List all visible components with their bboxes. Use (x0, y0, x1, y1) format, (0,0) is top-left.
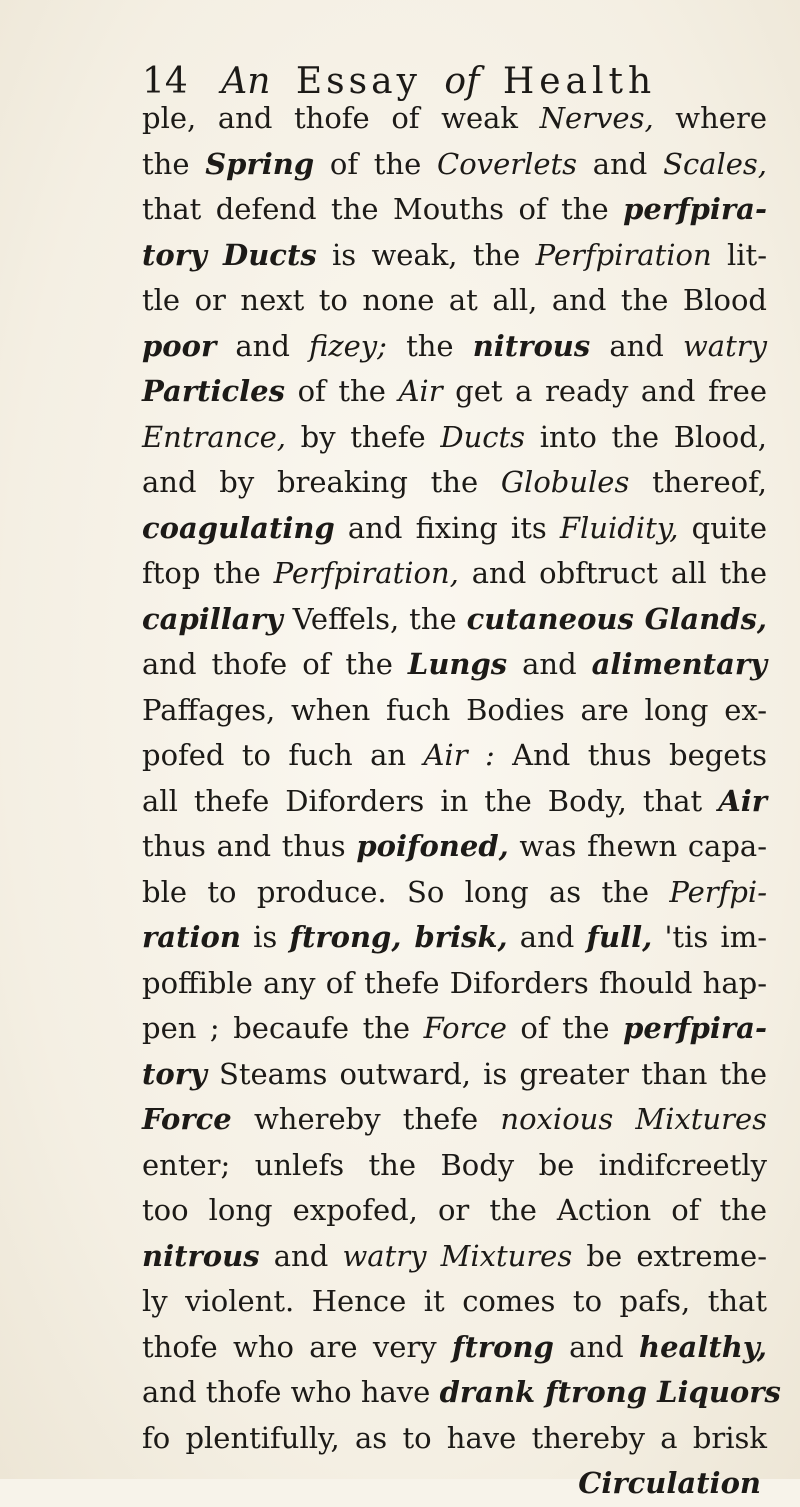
italic-text-run: Spring (205, 146, 315, 181)
text-run: is weak, the (316, 237, 536, 272)
italic-text-run: watry (682, 328, 767, 363)
text-run: and (553, 1329, 640, 1364)
text-run: ftop the (142, 556, 274, 590)
italic-text-run: Perfpiration, (273, 556, 459, 590)
text-line (142, 1325, 767, 1371)
text-run: is (240, 920, 290, 954)
text-line (142, 506, 767, 552)
text-line (142, 915, 767, 961)
italic-text-run: healthy, (639, 1329, 768, 1364)
text-line (142, 142, 767, 188)
italic-text-run: tory Ducts (142, 237, 317, 272)
text-line (142, 642, 767, 688)
italic-text-run: Force (142, 1102, 232, 1136)
header-title-word: Health (502, 61, 657, 102)
italic-text-run: Coverlets (437, 146, 578, 181)
italic-text-run: capillary (142, 601, 283, 636)
text-run: thereof, (629, 465, 767, 499)
text-run: and thofe of the (142, 647, 408, 681)
header-title-word: of (444, 61, 480, 102)
italic-text-run: nitrous (142, 1238, 260, 1273)
italic-text-run: full, (586, 920, 653, 954)
italic-text-run: nitrous (472, 328, 591, 363)
text-run: ble to produce. So long as the (142, 874, 670, 909)
text-line (142, 824, 767, 870)
text-run: thus and thus (142, 829, 357, 863)
text-line (142, 1188, 767, 1234)
text-run: and (577, 146, 664, 181)
text-run: and fixing its (334, 510, 560, 545)
text-run: where (653, 101, 767, 135)
text-run: lit- (711, 237, 767, 272)
text-line (142, 1279, 767, 1325)
text-run: be extreme- (572, 1238, 768, 1273)
italic-text-run: Globules (500, 465, 630, 499)
italic-text-run: ration (142, 920, 241, 954)
text-line (142, 1234, 767, 1280)
text-line (142, 688, 767, 734)
page-number: 14 (142, 61, 188, 102)
italic-text-run: Lungs (407, 647, 508, 681)
text-line (142, 597, 767, 643)
text-line (142, 1416, 767, 1462)
text-run: of the (314, 146, 438, 181)
text-run: was fhewn capa- (508, 829, 767, 863)
text-line (142, 278, 767, 324)
italic-text-run: Perfpiration (535, 237, 712, 272)
text-run: And thus begets (494, 738, 767, 772)
italic-text-run: perfpira- (623, 1011, 768, 1045)
italic-text-run: drank ftrong Liquors (439, 1375, 781, 1409)
text-line (142, 1097, 767, 1143)
italic-text-run: perfpira- (623, 192, 767, 226)
text-run: ple, and thofe of weak (142, 101, 540, 135)
text-run: and by breaking the (142, 465, 501, 499)
text-line (142, 1006, 767, 1052)
text-line (142, 1143, 767, 1189)
italic-text-run: Fluidity, (559, 510, 679, 545)
body-text (142, 96, 781, 1507)
italic-text-run: watry Mixtures (342, 1238, 573, 1273)
text-line (142, 187, 767, 233)
text-run: all thefe Diforders in the Body, that (142, 783, 719, 818)
text-line (142, 415, 767, 461)
italic-text-run: cutaneous Glands, (466, 601, 768, 636)
italic-text-run: alimentary (591, 647, 767, 681)
italic-text-run: poor (142, 328, 217, 363)
text-run: of the (506, 1011, 624, 1045)
text-run: poffible any of thefe Diforders fhould hap- (142, 965, 767, 1000)
text-run: and thofe who have (142, 1375, 440, 1409)
text-run: and (259, 1238, 343, 1273)
italic-text-run: coagulating (142, 510, 335, 545)
italic-text-run: Air (718, 783, 767, 818)
text-run: and obftruct all the (458, 556, 767, 590)
text-run: and (216, 328, 310, 363)
text-line (142, 1461, 767, 1507)
text-line (142, 779, 767, 825)
italic-text-run: fizey; (309, 328, 387, 363)
italic-text-run: Force (423, 1011, 507, 1045)
text-run: Veffels, the (282, 601, 467, 636)
text-line (142, 460, 767, 506)
text-line (142, 961, 767, 1007)
text-run: too long expofed, or the Action of the (142, 1193, 767, 1227)
text-run: whereby thefe (231, 1102, 501, 1136)
italic-text-run: Air : (423, 738, 495, 772)
text-run: pofed to fuch an (142, 738, 424, 772)
italic-text-run: ftrong (452, 1329, 554, 1364)
text-run: quite (678, 510, 767, 545)
italic-text-run: ftrong, brisk, (289, 920, 508, 954)
italic-text-run: noxious Mixtures (500, 1102, 767, 1136)
text-line (142, 369, 767, 415)
text-run: tle or next to none at all, and the Blood (142, 283, 767, 317)
text-run: Paffages, when fuch Bodies are long ex- (142, 692, 767, 727)
text-line (142, 233, 767, 279)
text-run: ly violent. Hence it comes to pafs, that (142, 1284, 767, 1318)
italic-text-run: Circulation (578, 1466, 761, 1500)
header-title-word: Essay (295, 61, 421, 102)
text-line (142, 1370, 781, 1416)
text-run: the (142, 146, 206, 181)
text-run: and (507, 647, 592, 681)
italic-text-run: Nerves, (539, 101, 654, 135)
italic-text-run: Particles (142, 374, 285, 408)
text-run: the (386, 328, 473, 363)
text-run: into the Blood, (525, 419, 767, 454)
header-title-word: An (221, 61, 271, 102)
text-line (142, 870, 767, 916)
text-run: 'tis im- (652, 920, 768, 954)
italic-text-run: tory (142, 1056, 207, 1091)
text-line (142, 551, 767, 597)
text-run: enter; unlefs the Body be indifcreetly (142, 1147, 767, 1182)
italic-text-run: Scales, (663, 146, 768, 181)
italic-text-run: Perfpi- (669, 874, 767, 909)
italic-text-run: Air (398, 374, 443, 408)
italic-text-run: Entrance, (142, 419, 286, 454)
text-line (142, 324, 767, 370)
text-line (142, 1052, 767, 1098)
text-run: of the (284, 374, 399, 408)
text-run: and (590, 328, 683, 363)
text-run: by thefe (285, 419, 441, 454)
italic-text-run: Ducts (440, 419, 526, 454)
italic-text-run: poifoned, (356, 829, 509, 863)
text-run: Steams outward, is greater than the (206, 1056, 767, 1091)
text-run: thofe who are very (142, 1329, 452, 1364)
text-run: that defend the Mouths of the (142, 192, 624, 226)
text-run: and (507, 920, 587, 954)
text-line (142, 733, 767, 779)
text-run: get a ready and free (442, 374, 767, 408)
text-run: pen ; becaufe the (142, 1011, 424, 1045)
text-line (142, 96, 767, 142)
text-run: fo plentifully, as to have thereby a brisk (142, 1420, 767, 1455)
